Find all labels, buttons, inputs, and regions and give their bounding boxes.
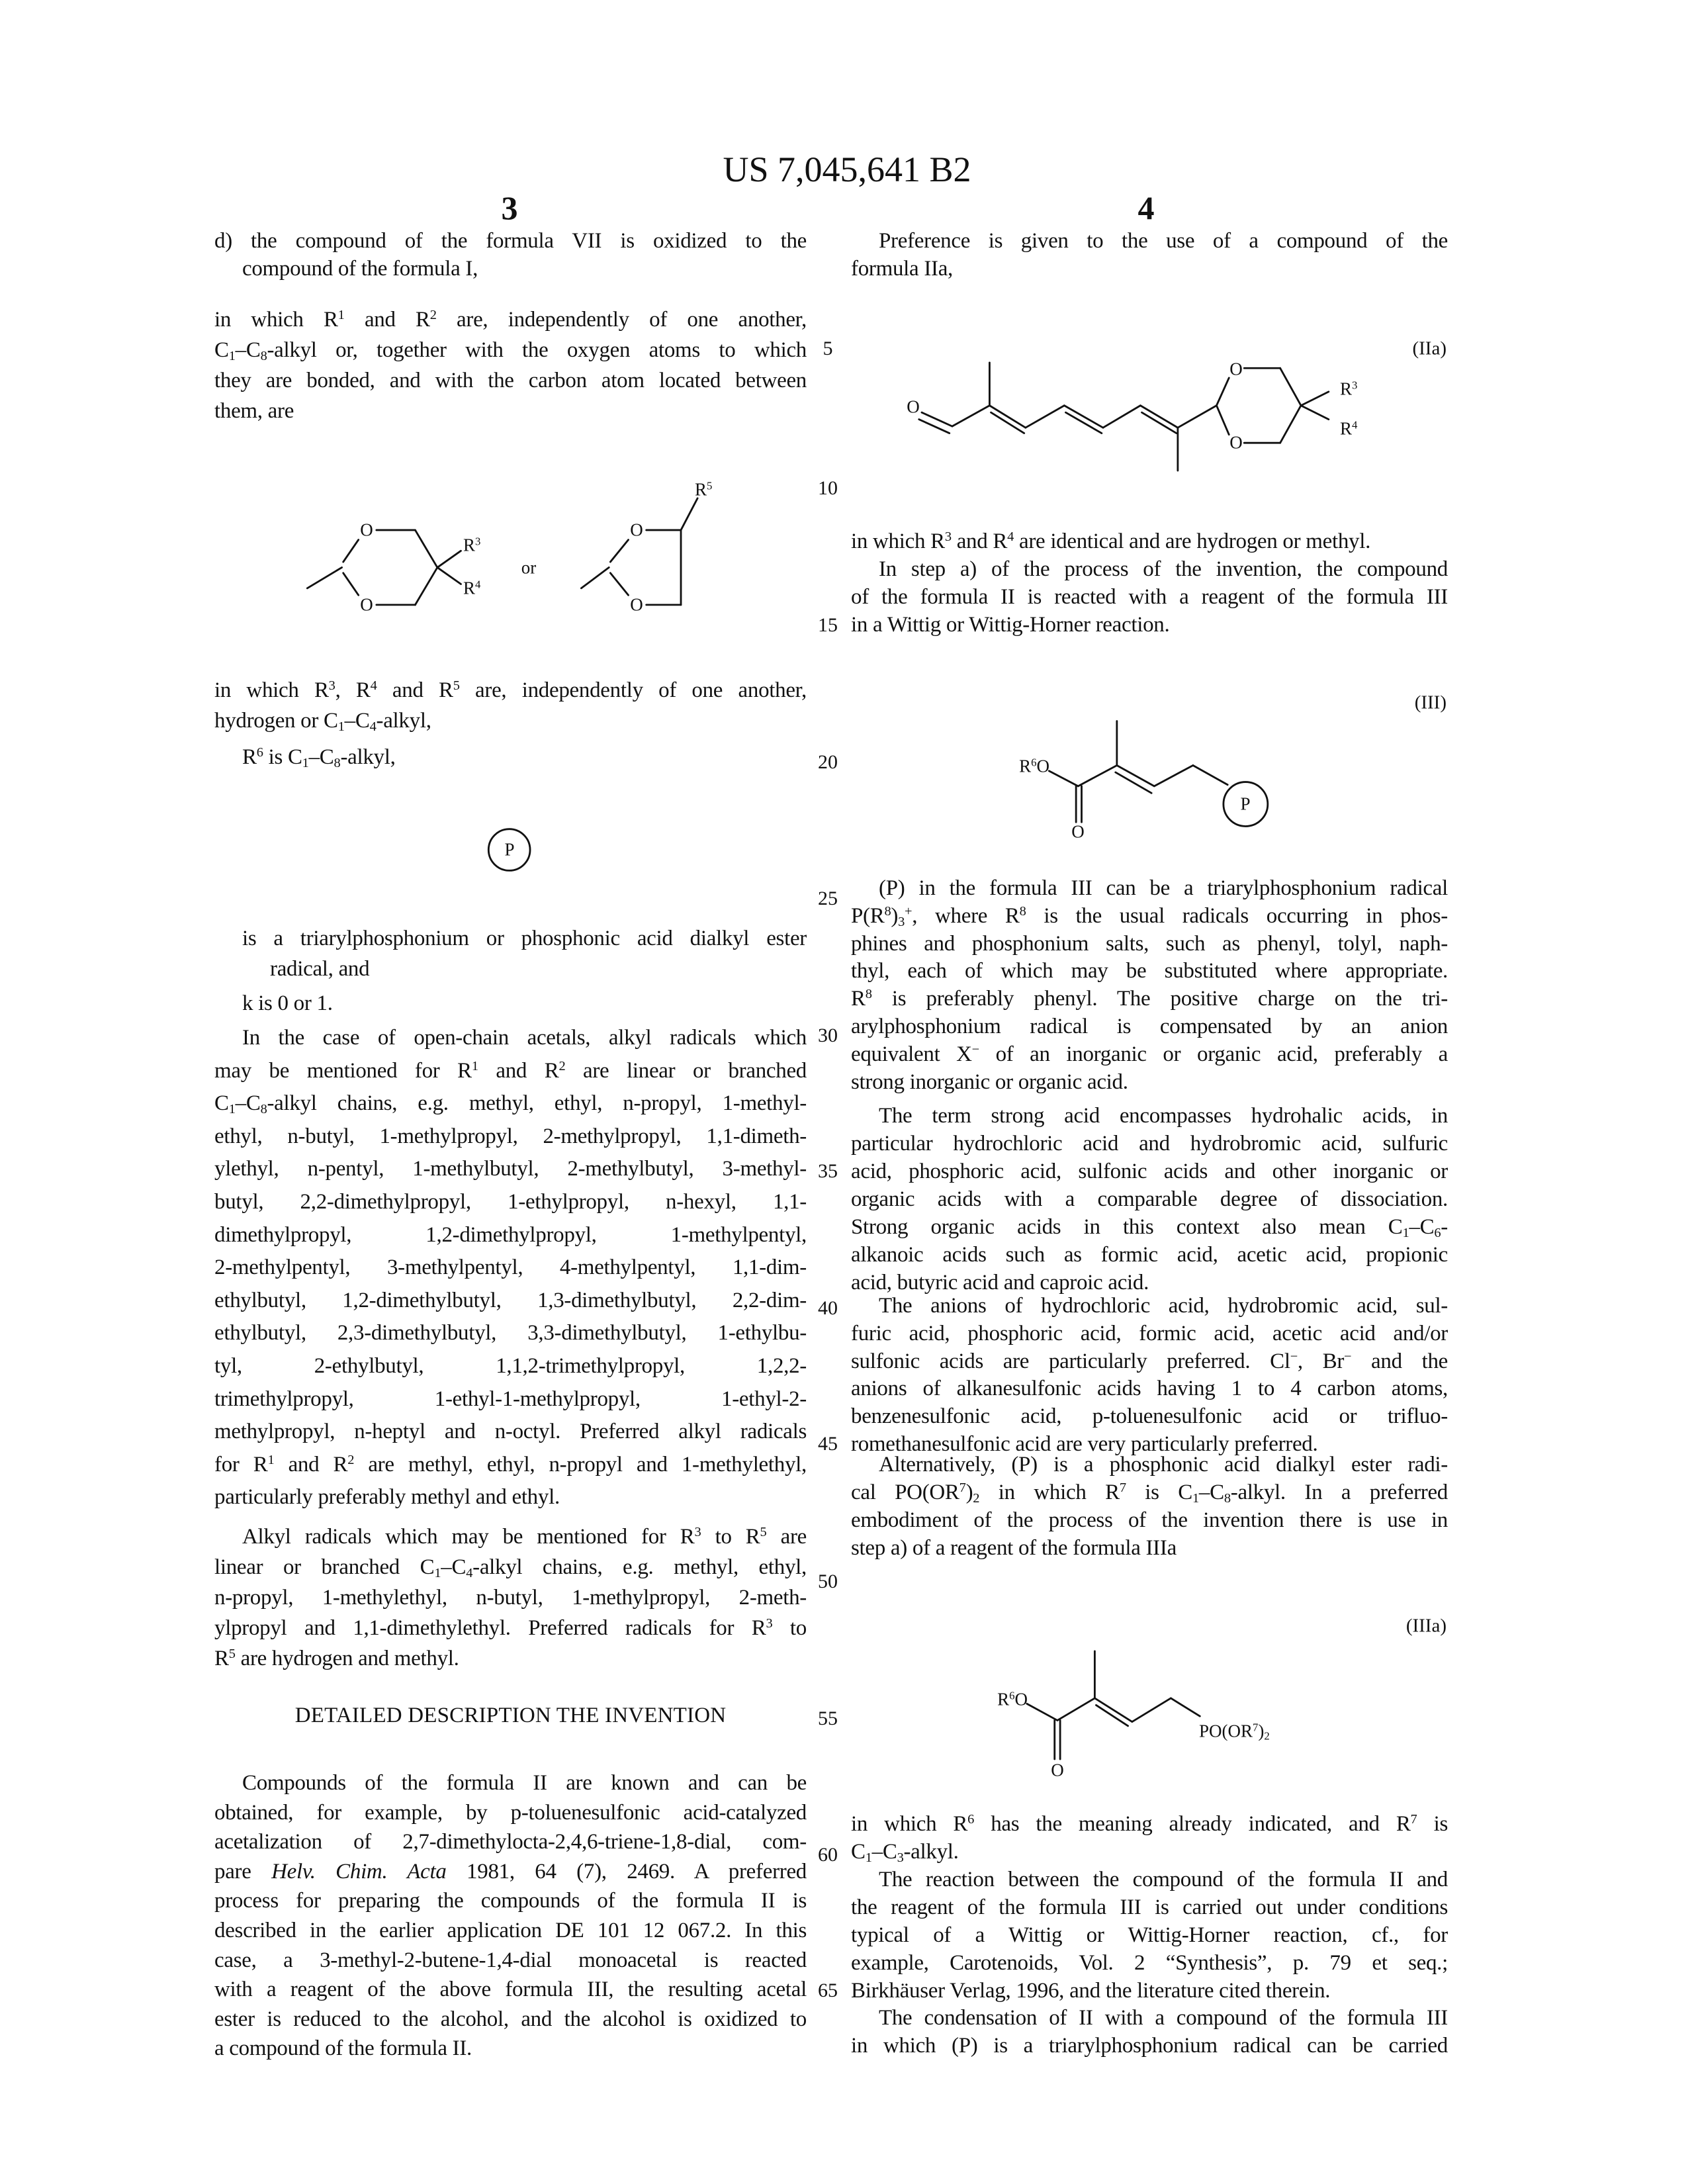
text-line: sulfonic acids are particularly preferred. Cl−, Br− and the	[851, 1348, 1448, 1376]
oxygen-label: O	[907, 397, 920, 418]
text-line: In step a) of the process of the invention, the compound	[851, 555, 1448, 583]
text-line: equivalent X− of an inorganic or organic acid, preferably a	[851, 1041, 1448, 1069]
line-number: 60	[818, 1844, 838, 1866]
text-line: for R1 and R2 are methyl, ethyl, n-propyl and 1-methylethyl,	[214, 1449, 807, 1482]
text-line: a compound of the formula II.	[214, 2034, 807, 2064]
phosphorus-label: P	[504, 840, 514, 860]
oxygen-label: O	[1051, 1760, 1064, 1781]
text-line: Strong organic acids in this context also mean C1–C6-	[851, 1213, 1448, 1241]
text-line: Birkhäuser Verlag, 1996, and the literature cited therein.	[851, 1977, 1448, 2005]
text-line: R6 is C1–C8-alkyl,	[242, 742, 807, 772]
line-number: 50	[818, 1570, 838, 1593]
text-line: in which R3, R4 and R5 are, independently of one another,	[214, 675, 807, 705]
text-line: methylpropyl, n-heptyl and n-octyl. Preferred alkyl radicals	[214, 1416, 807, 1449]
r6o-label: R6O	[1019, 756, 1049, 777]
line-number: 20	[818, 751, 838, 774]
r6o-label: R6O	[997, 1690, 1028, 1710]
text-line: in which R1 and R2 are, independently of one another,	[214, 304, 807, 335]
line-number: 30	[818, 1024, 838, 1047]
line-number: 40	[818, 1297, 838, 1320]
text-line: may be mentioned for R1 and R2 are linear or branched	[214, 1055, 807, 1088]
text-line: with a reagent of the above formula III, the resulting acetal	[214, 1975, 807, 2005]
text-line: The anions of hydrochloric acid, hydrobromic acid, sul-	[851, 1293, 1448, 1320]
text-line: phines and phosphonium salts, such as phenyl, tolyl, naph-	[851, 931, 1448, 958]
r5-label: R5	[695, 480, 712, 500]
section-heading: DETAILED DESCRIPTION THE INVENTION	[214, 1704, 807, 1728]
line-number: 55	[818, 1707, 838, 1730]
line-number: 5	[823, 338, 833, 360]
text-line: strong inorganic or organic acid.	[851, 1069, 1448, 1097]
text-line: furic acid, phosphoric acid, formic acid, acetic acid and/or	[851, 1320, 1448, 1348]
text-line: in which R6 has the meaning already indicated, and R7 is	[851, 1810, 1448, 1838]
page-number-right: 4	[1138, 189, 1155, 227]
line-number: 45	[818, 1433, 838, 1455]
text-line: Preference is given to the use of a compound of the	[851, 227, 1448, 255]
text-line: trimethylpropyl, 1-ethyl-1-methylpropyl, 1-ethyl-2-	[214, 1383, 807, 1416]
text-line: 2-methylpentyl, 3-methylpentyl, 4-methylpentyl, 1,1-dim-	[214, 1251, 807, 1285]
text-line: Alkyl radicals which may be mentioned for R3 to R5 are	[214, 1522, 807, 1552]
phosphorus-label: P	[1240, 794, 1250, 815]
text-line: Alternatively, (P) is a phosphonic acid dialkyl ester radi-	[851, 1451, 1448, 1479]
text-line: thyl, each of which may be substituted where appropriate.	[851, 958, 1448, 985]
text-line: The reaction between the compound of the formula II and	[851, 1866, 1448, 1893]
oxygen-label: O	[1229, 433, 1243, 453]
patent-number: US 7,045,641 B2	[0, 149, 1694, 190]
text-line: particular hydrochloric acid and hydrobromic acid, sulfuric	[851, 1130, 1448, 1158]
text-line: The condensation of II with a compound of the formula III	[851, 2004, 1448, 2032]
text-line: tyl, 2-ethylbutyl, 1,1,2-trimethylpropyl, 1,2,2-	[214, 1350, 807, 1383]
text-line: pare Helv. Chim. Acta 1981, 64 (7), 2469. A preferred	[214, 1857, 807, 1887]
text-line: obtained, for example, by p-toluenesulfonic acid-catalyzed	[214, 1798, 807, 1828]
r4-label: R4	[1340, 419, 1357, 439]
text-line: particularly preferably methyl and ethyl.	[214, 1481, 807, 1514]
oxygen-label: O	[360, 520, 373, 541]
text-line: in which R3 and R4 are identical and are hydrogen or methyl.	[851, 527, 1448, 555]
oxygen-label: O	[1071, 822, 1085, 842]
line-number: 25	[818, 887, 838, 910]
text-line: formula IIa,	[851, 255, 1448, 283]
text-line: acetalization of 2,7-dimethylocta-2,4,6-triene-1,8-dial, com-	[214, 1827, 807, 1857]
text-line: acid, phosphoric acid, sulfonic acids and other inorganic or	[851, 1158, 1448, 1185]
dioxolane-ring-structure	[581, 498, 697, 605]
page-number-left: 3	[502, 189, 518, 227]
r3-label: R3	[1340, 379, 1357, 400]
text-line: typical of a Wittig or Wittig-Horner reaction, cf., for	[851, 1921, 1448, 1949]
text-line: ethyl, n-butyl, 1-methylpropyl, 2-methylpropyl, 1,1-dimeth-	[214, 1120, 807, 1154]
text-line: process for preparing the compounds of the formula II is	[214, 1886, 807, 1916]
text-line: In the case of open-chain acetals, alkyl radicals which	[214, 1022, 807, 1055]
phosphonate-label: PO(OR7)2	[1199, 1721, 1270, 1742]
text-line: step a) of a reagent of the formula IIIa	[851, 1534, 1448, 1562]
text-line: described in the earlier application DE 101 12 067.2. In this	[214, 1916, 807, 1946]
formula-label-iia: (IIa)	[1412, 338, 1447, 360]
oxygen-label: O	[360, 595, 373, 615]
text-line: organic acids with a comparable degree of dissociation.	[851, 1185, 1448, 1213]
text-line: case, a 3-methyl-2-butene-1,4-dial monoacetal is reacted	[214, 1946, 807, 1976]
line-number: 65	[818, 1979, 838, 2002]
text-line: acid, butyric acid and caproic acid.	[851, 1269, 1448, 1297]
text-line: the reagent of the formula III is carried out under conditions	[851, 1893, 1448, 1921]
text-line: butyl, 2,2-dimethylpropyl, 1-ethylpropyl, n-hexyl, 1,1-	[214, 1186, 807, 1219]
or-label: or	[521, 558, 537, 578]
text-line: d) the compound of the formula VII is oxidized to the	[214, 227, 807, 255]
text-line: ylpropyl and 1,1-dimethylethyl. Preferred radicals for R3 to	[214, 1613, 807, 1643]
formula-label-iii: (III)	[1415, 692, 1447, 714]
text-line: R5 are hydrogen and methyl.	[214, 1643, 807, 1674]
text-line: anions of alkanesulfonic acids having 1 to 4 carbon atoms,	[851, 1375, 1448, 1403]
text-line: R8 is preferably phenyl. The positive charge on the tri-	[851, 985, 1448, 1013]
text-line: The term strong acid encompasses hydrohalic acids, in	[851, 1102, 1448, 1130]
text-line: ylethyl, n-pentyl, 1-methylbutyl, 2-methylbutyl, 3-methyl-	[214, 1153, 807, 1186]
text-line: romethanesulfonic acid are very particularly preferred.	[851, 1431, 1448, 1459]
text-line: radical, and	[242, 954, 807, 984]
text-line: they are bonded, and with the carbon atom located between	[214, 365, 807, 396]
text-line: hydrogen or C1–C4-alkyl,	[214, 705, 807, 736]
text-line: is a triarylphosphonium or phosphonic acid dialkyl ester	[242, 923, 807, 954]
oxygen-label: O	[1229, 359, 1243, 380]
text-line: C1–C8-alkyl or, together with the oxygen atoms to which	[214, 335, 807, 365]
chemical-structures	[0, 0, 1694, 2184]
line-number: 35	[818, 1160, 838, 1183]
text-line: compound of the formula I,	[214, 255, 807, 283]
text-line: C1–C8-alkyl chains, e.g. methyl, ethyl, n-propyl, 1-methyl-	[214, 1087, 807, 1120]
text-line: of the formula II is reacted with a reagent of the formula III	[851, 583, 1448, 611]
text-line: (P) in the formula III can be a triarylphosphonium radical	[851, 875, 1448, 903]
formula-iia-structure	[919, 363, 1329, 471]
text-line: n-propyl, 1-methylethyl, n-butyl, 1-methylpropyl, 2-meth-	[214, 1582, 807, 1613]
formula-iii-structure	[1049, 721, 1267, 827]
text-line: arylphosphonium radical is compensated by an anion	[851, 1013, 1448, 1041]
text-line: dimethylpropyl, 1,2-dimethylpropyl, 1-methylpentyl,	[214, 1219, 807, 1252]
text-line: ethylbutyl, 2,3-dimethylbutyl, 3,3-dimethylbutyl, 1-ethylbu-	[214, 1317, 807, 1350]
dioxane-ring-structure	[307, 530, 461, 605]
text-line: cal PO(OR7)2 in which R7 is C1–C8-alkyl. In a preferred	[851, 1479, 1448, 1506]
text-line: benzenesulfonic acid, p-toluenesulfonic acid or trifluo-	[851, 1403, 1448, 1431]
text-line: k is 0 or 1.	[242, 988, 807, 1019]
text-line: alkanoic acids such as formic acid, acetic acid, propionic	[851, 1241, 1448, 1269]
formula-iiia-structure	[1027, 1651, 1200, 1759]
text-line: Compounds of the formula II are known and can be	[214, 1768, 807, 1798]
text-line: them, are	[214, 396, 807, 426]
line-number: 15	[818, 614, 838, 637]
text-line: ethylbutyl, 1,2-dimethylbutyl, 1,3-dimethylbutyl, 2,2-dim-	[214, 1285, 807, 1318]
text-line: C1–C3-alkyl.	[851, 1838, 1448, 1866]
line-number: 10	[818, 477, 838, 500]
formula-label-iiia: (IIIa)	[1406, 1615, 1447, 1637]
text-line: in which (P) is a triarylphosphonium radical can be carried	[851, 2032, 1448, 2060]
text-line: ester is reduced to the alcohol, and the alcohol is oxidized to	[214, 2005, 807, 2034]
text-line: example, Carotenoids, Vol. 2 “Synthesis”, p. 79 et seq.;	[851, 1949, 1448, 1977]
oxygen-label: O	[630, 595, 643, 615]
text-line: embodiment of the process of the invention there is use in	[851, 1506, 1448, 1534]
oxygen-label: O	[630, 520, 643, 541]
r3-label: R3	[463, 535, 480, 556]
text-line: linear or branched C1–C4-alkyl chains, e.g. methyl, ethyl,	[214, 1552, 807, 1582]
r4-label: R4	[463, 578, 480, 599]
text-line: in a Wittig or Wittig-Horner reaction.	[851, 611, 1448, 639]
text-line: P(R8)3+, where R8 is the usual radicals occurring in phos-	[851, 903, 1448, 931]
